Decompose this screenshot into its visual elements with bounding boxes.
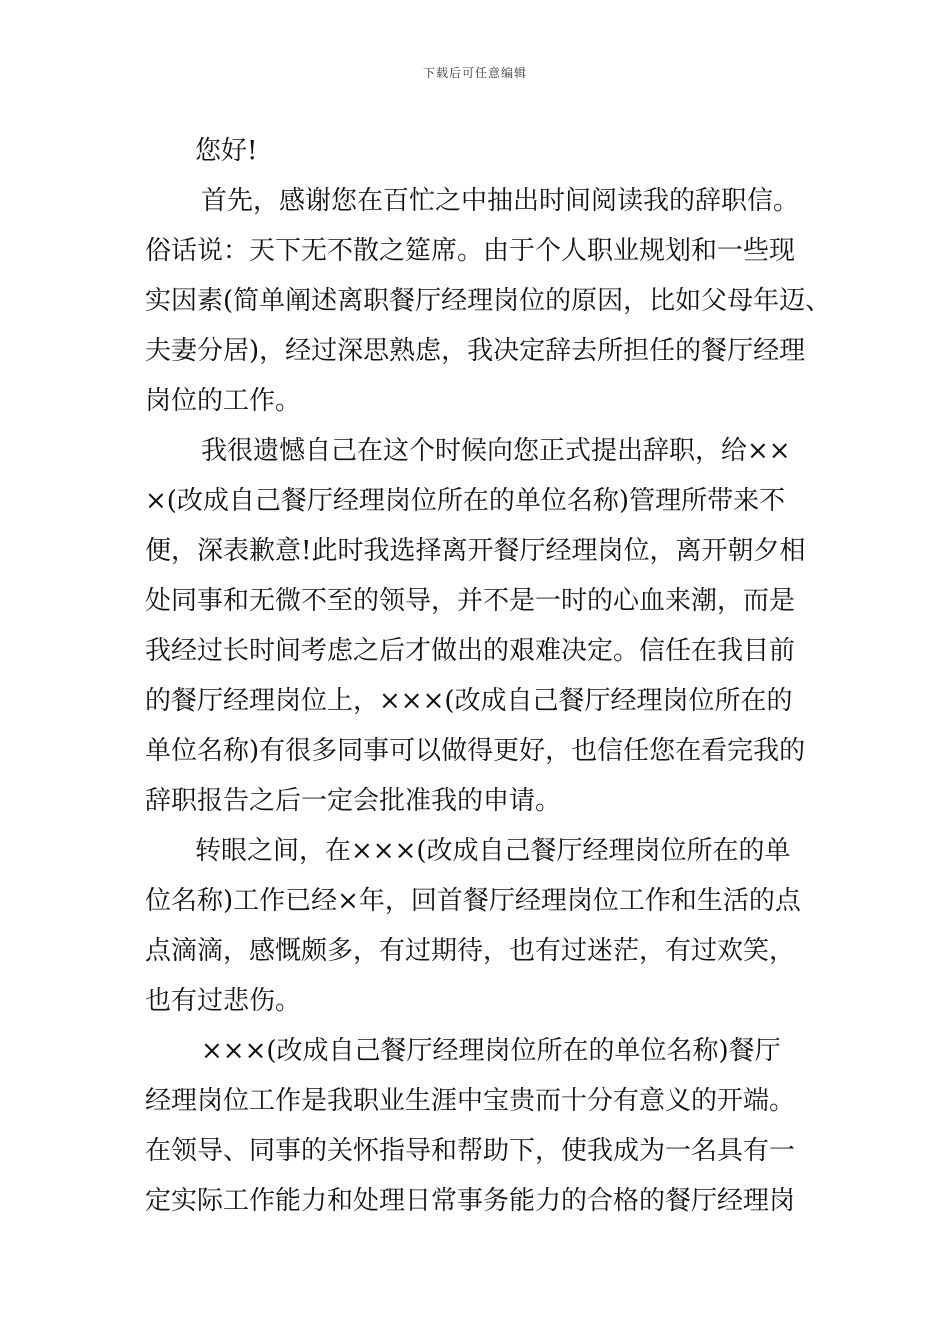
paragraph-1-line: 夫妻分居)，经过深思熟虑，我决定辞去所担任的餐厅经理 <box>145 336 806 366</box>
paragraph-1-line: 首先，感谢您在百忙之中抽出时间阅读我的辞职信。 <box>201 186 800 216</box>
paragraph-4-line: 定实际工作能力和处理日常事务能力的合格的餐厅经理岗 <box>145 1186 796 1216</box>
paragraph-1-line: 岗位的工作。 <box>145 386 302 416</box>
paragraph-2-line: ×(改成自己餐厅经理岗位所在的单位名称)管理所带来不 <box>145 486 786 516</box>
paragraph-1-line: 俗话说：天下无不散之筵席。由于个人职业规划和一些现 <box>145 236 796 266</box>
paragraph-4-line: 经理岗位工作是我职业生涯中宝贵而十分有意义的开端。 <box>145 1086 796 1116</box>
paragraph-3-line: 位名称)工作已经×年，回首餐厅经理岗位工作和生活的点 <box>145 886 801 916</box>
paragraph-2-line: 单位名称)有很多同事可以做得更好，也信任您在看完我的 <box>145 736 806 766</box>
paragraph-2-line: 处同事和无微不至的领导，并不是一时的心血来潮，而是 <box>145 586 796 616</box>
paragraph-2-line: 辞职报告之后一定会批准我的申请。 <box>145 786 562 816</box>
paragraph-3-line: 也有过悲伤。 <box>145 986 302 1016</box>
paragraph-2-line: 的餐厅经理岗位上，×××(改成自己餐厅经理岗位所在的 <box>145 686 793 716</box>
salutation: 您好! <box>195 136 258 166</box>
paragraph-2-line: 我经过长时间考虑之后才做出的艰难决定。信任在我目前 <box>145 636 796 666</box>
letter-body <box>145 126 832 1226</box>
paragraph-3-line: 转眼之间，在×××(改成自己餐厅经理岗位所在的单 <box>195 836 791 866</box>
paragraph-4-line: 在领导、同事的关怀指导和帮助下，使我成为一名具有一 <box>145 1136 796 1166</box>
paragraph-3-line: 点滴滴，感慨颇多，有过期待，也有过迷茫，有过欢笑， <box>145 936 796 966</box>
paragraph-2-line: 我很遗憾自己在这个时候向您正式提出辞职，给×× <box>201 436 791 466</box>
paragraph-4-line: ×××(改成自己餐厅经理岗位所在的单位名称)餐厅 <box>201 1036 781 1066</box>
paragraph-2-line: 便，深表歉意!此时我选择离开餐厅经理岗位，离开朝夕相 <box>145 536 806 566</box>
page-header-note: 下载后可任意编辑 <box>422 66 527 80</box>
paragraph-1-line: 实因素(简单阐述离职餐厅经理岗位的原因，比如父母年迈、 <box>145 286 832 316</box>
